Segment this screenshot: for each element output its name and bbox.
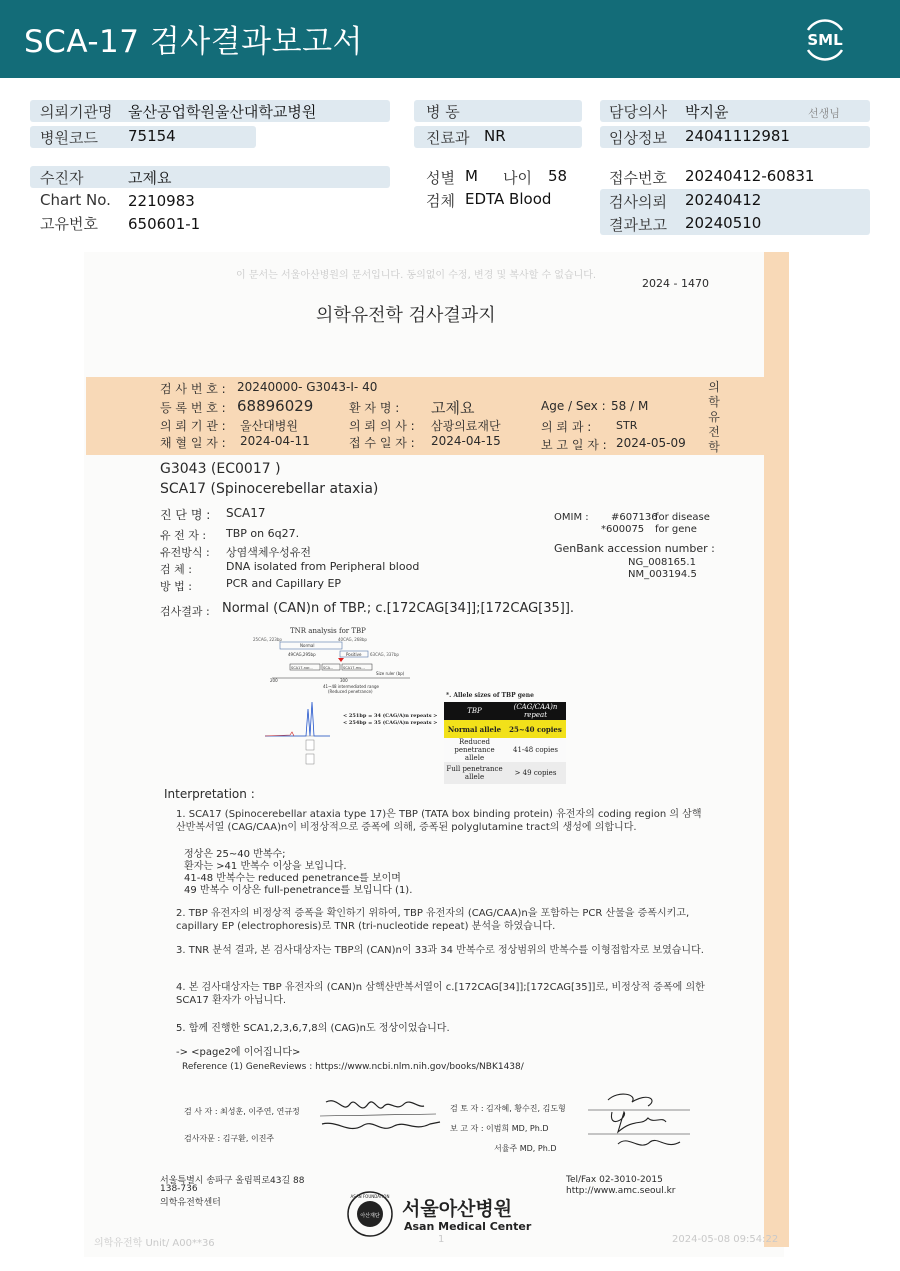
age-sex-label: Age / Sex : [541, 399, 606, 413]
allele-row: Normal allele 25~40 copies [444, 720, 566, 738]
fig-label: < 254bp = 35 (CAG/A)n repeats > [343, 720, 438, 726]
tel-fax: Tel/Fax 02-3010-2015 [566, 1175, 663, 1185]
specimen-label: 검체 [426, 192, 455, 210]
asan-foundation-seal [346, 1190, 394, 1238]
fig-label: 200 [270, 678, 278, 683]
svg-text:아산재단: 아산재단 [360, 1213, 380, 1219]
sml-logo [798, 14, 852, 64]
peak-tag [306, 754, 314, 764]
interpretation-1a: 정상은 25~40 반복수; [184, 849, 286, 860]
fig-label: 40CAG, 268bp [338, 637, 367, 642]
peak-tag [306, 740, 314, 750]
req-org-label: 의 뢰 기 관 : [160, 419, 226, 433]
interpretation-1b: 환자는 >41 반복수 이상을 보입니다. [184, 861, 347, 872]
footer-unit: 의학유전학 Unit/ A00**36 [94, 1238, 215, 1249]
receipt-date-label: 접 수 일 자 : [349, 436, 415, 450]
fig-label: SCA17-nor... [291, 666, 313, 670]
patient-name: 고제요 [431, 399, 475, 417]
doctor-suffix: 선생님 [808, 107, 840, 120]
interpretation-4: 4. 본 검사대상자는 TBP 유전자의 (CAN)n 삼핵산반복서열이 c.[172CAG[34]];[172CAG[35]]로, 비정상적 증폭에 의한 SCA17 환자가 아닙니다. [176, 982, 705, 1006]
interpretation-1d: 49 반복수 이상은 full-penetrance를 보입니다 (1). [184, 885, 413, 896]
chart-value: 2210983 [128, 192, 195, 210]
fig-label: (Reduced penetrance) [328, 689, 373, 694]
omim-gene: *600075 [601, 524, 645, 535]
test-result: Normal (CAN)n of TBP.; c.[172CAG[34]];[172CAG[35]]. [222, 601, 575, 616]
fig-title: TNR analysis for TBP [290, 627, 366, 635]
reference: Reference (1) GeneReviews : https://www.ncbi.nlm.nih.gov/books/NBK1438/ [182, 1062, 524, 1072]
report-date: 2024-05-09 [616, 436, 686, 450]
receipt-date: 2024-04-15 [431, 434, 501, 448]
req-dept: STR [616, 419, 638, 432]
collect-date: 2024-04-11 [240, 434, 310, 448]
patient-value: 고제요 [128, 169, 172, 187]
unique-label: 고유번호 [40, 215, 98, 233]
omim-disease-note: for disease [655, 512, 710, 523]
trace-peaks [265, 702, 330, 736]
test-request-value: 20240412 [685, 191, 762, 209]
diagnosis-label: 진 단 명 : [160, 508, 211, 522]
omim-gene-note: for gene [655, 524, 697, 535]
fig-label: SCA... [323, 666, 334, 670]
interpretation-1c: 41-48 반복수는 reduced penetrance를 보이며 [184, 873, 401, 884]
doctor-value: 박지윤 [685, 103, 729, 121]
req-org: 울산대병원 [240, 419, 298, 433]
report-date-label: 보 고 일 자 : [541, 438, 607, 452]
trace-ref [265, 732, 294, 736]
signature-examiner [318, 1094, 448, 1144]
next-page-note: -> <page2에 이어집니다> [176, 1047, 301, 1058]
fig-label: 49CAG,295bp [288, 652, 316, 657]
advisor: 검사자문 : 김구환, 이진주 [184, 1134, 275, 1143]
gene-label: 유 전 자 : [160, 529, 207, 542]
dept-value: NR [484, 127, 506, 145]
interpretation-3: 3. TNR 분석 결과, 본 검사대상자는 TBP의 (CAN)n이 33과 34 반복수로 정상범위의 반복수를 이형접합자로 보였습니다. [176, 945, 704, 956]
fig-label: Positive [346, 652, 362, 657]
reviewer: 검 토 자 : 김자혜, 황수진, 김도형 [450, 1104, 566, 1113]
reg-no: 68896029 [237, 397, 314, 415]
address-1: 서울특별시 송파구 올림픽로43길 88 [160, 1176, 305, 1186]
sex-value: M [465, 167, 478, 185]
age-sex: 58 / M [611, 399, 649, 413]
reg-no-label: 등 록 번 호 : [160, 401, 226, 415]
unique-value: 650601-1 [128, 215, 201, 233]
genbank-2: NM_003194.5 [628, 569, 697, 580]
specimen-type: DNA isolated from Peripheral blood [226, 560, 420, 573]
doc-title: 의학유전학 검사결과지 [316, 305, 496, 326]
hospital-name-en: Asan Medical Center [404, 1220, 532, 1233]
footer-timestamp: 2024-05-08 09:54:22 [672, 1234, 779, 1245]
fig-label: 41~48 intermediated range [323, 684, 379, 689]
allele-row: Reduced penetrance allele 41-48 copies [444, 738, 566, 762]
hospital-name-kr: 서울아산병원 [402, 1198, 513, 1220]
omim-disease: #607136 [611, 512, 658, 523]
doc-number: 2024 - 1470 [642, 277, 709, 290]
fig-label: Normal [300, 643, 315, 648]
patient-name-label: 환 자 명 : [349, 401, 400, 415]
sex-label: 성별 [426, 169, 455, 187]
svg-text:ASAN FOUNDATION: ASAN FOUNDATION [350, 1194, 390, 1199]
examiner: 검 사 자 : 최성훈, 이주연, 연규정 [184, 1107, 300, 1116]
method-label: 방 법 : [160, 580, 192, 593]
specimen-type-label: 검 체 : [160, 563, 192, 576]
omim-label: OMIM : [554, 512, 589, 523]
report-title: SCA-17 검사결과보고서 [24, 24, 363, 60]
fig-label: < 251bp = 34 (CAG/A)n repeats > [343, 713, 438, 719]
inheritance: 상염색체우성유전 [226, 546, 312, 559]
address-3: 의학유전학센터 [160, 1198, 221, 1208]
fig-label: SCA17-mu... [343, 666, 365, 670]
marker-triangle [338, 658, 344, 662]
signature-reviewer [588, 1090, 700, 1156]
test-code: G3043 (EC0017 ) [160, 461, 281, 477]
reporter: 보 고 자 : 이범희 MD, Ph.D [450, 1124, 549, 1133]
info-band [30, 166, 390, 188]
vertical-dept-label: 의학유전학 [708, 380, 720, 454]
request-org-label: 의뢰기관명 [40, 103, 113, 121]
test-name: SCA17 (Spinocerebellar ataxia) [160, 481, 379, 497]
copy-notice: 이 문서는 서울아산병원의 문서입니다. 동의없이 수정, 변경 및 복사할 수 없습니다. [236, 270, 597, 281]
receipt-label: 접수번호 [609, 169, 667, 187]
genbank-label: GenBank accession number : [554, 542, 715, 555]
report-header [0, 0, 900, 78]
collect-label: 채 혈 일 자 : [160, 436, 226, 450]
allele-title: *. Allele sizes of TBP gene [446, 692, 534, 699]
interpretation-5: 5. 함께 진행한 SCA1,2,3,6,7,8의 (CAG)n도 정상이었습니다. [176, 1023, 450, 1034]
fig-label: 25CAG, 223bp [253, 637, 282, 642]
exam-no-label: 검 사 번 호 : [160, 382, 226, 396]
inheritance-label: 유전방식 : [160, 546, 210, 559]
clinical-value: 24041112981 [685, 127, 790, 145]
diagnosis: SCA17 [226, 506, 266, 520]
address-2: 138-736 [160, 1184, 198, 1194]
genbank-1: NG_008165.1 [628, 557, 696, 568]
method: PCR and Capillary EP [226, 577, 342, 590]
interpretation-2: 2. TBP 유전자의 비정상적 증폭을 확인하기 위하여, TBP 유전자의 (CAG/CAA)n을 포함하는 PCR 산물을 증폭시키고, capillary EP (electrophoresis)로 TNR (tri-nucleotide repeat) 분석을 하였습니다. [176, 908, 690, 932]
chart-label: Chart No. [40, 191, 111, 209]
fig-label: 300 [340, 678, 348, 683]
req-doctor: 삼광의료재단 [431, 419, 501, 433]
allele-table [444, 702, 566, 784]
result-report-label: 결과보고 [609, 216, 667, 234]
reporter-2: 서율주 MD, Ph.D [494, 1144, 557, 1153]
allele-header: TBP (CAG/CAA)n repeat [444, 702, 566, 720]
patient-label: 수진자 [40, 169, 84, 187]
interpretation-title: Interpretation : [164, 787, 255, 801]
exam-no: 20240000- G3043-I- 40 [237, 380, 378, 394]
request-org-value: 울산공업학원울산대학교병원 [128, 103, 317, 121]
gene: TBP on 6q27. [226, 527, 300, 540]
hospital-code-label: 병원코드 [40, 129, 98, 147]
age-label: 나이 [503, 169, 532, 187]
specimen-value: EDTA Blood [465, 190, 552, 208]
age-value: 58 [548, 167, 568, 185]
result-label: 검사결과 : [160, 605, 210, 618]
hospital-code-value: 75154 [128, 127, 176, 145]
test-request-label: 검사의뢰 [609, 193, 667, 211]
allele-row: Full penetrance allele > 49 copies [444, 762, 566, 784]
fig-label: Size ruler (bp) [376, 671, 405, 676]
req-dept-label: 의 뢰 과 : [541, 420, 592, 434]
clinical-label: 임상정보 [609, 129, 667, 147]
interpretation-1: 1. SCA17 (Spinocerebellar ataxia type 17)은 TBP (TATA box binding protein) 유전자의 coding region 의 삼핵산반복서열 (CAG/CAA)n이 비정상적으로 증폭에 의해, 증폭된 polyglutamine tract의 생성에 의합니다. [176, 809, 702, 833]
ward-label: 병 동 [426, 103, 460, 121]
result-report-value: 20240510 [685, 214, 762, 232]
fig-label: 63CAG, 337bp [370, 652, 399, 657]
doctor-label: 담당의사 [609, 103, 667, 121]
footer-page: 1 [438, 1234, 445, 1245]
receipt-value: 20240412-60831 [685, 167, 815, 185]
req-doctor-label: 의 뢰 의 사 : [349, 419, 415, 433]
dept-label: 진료과 [426, 129, 470, 147]
svg-text:SML: SML [807, 31, 843, 49]
website: http://www.amc.seoul.kr [566, 1186, 676, 1196]
